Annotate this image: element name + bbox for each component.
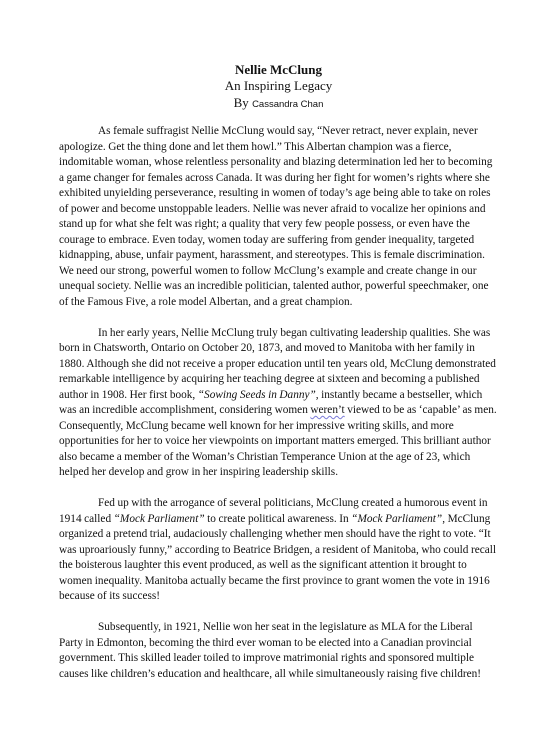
paragraph-4: Subsequently, in 1921, Nellie won her seat in the legislature as MLA for the Liberal Party in Edmonton, becoming the third ever woman to be elected into a Canadian provincial government. This skilled leader toiled to improve matrimonial rights and sponsored multiple causes like children’s education and healthcare, all while simultaneously raising five children! <box>59 621 482 680</box>
paragraph-2-text-a: In her early years, Nellie McClung truly began cultivating leadership qualities. She was born in Chatsworth, Ontario on October 20, 1873, and moved to Manitoba with her family in 1880. Although she did not receive a proper education until ten years old, McClung demonstrated remarkable intelligence by acquiring her teaching degree at sixteen and becoming a published author in 1908. Her first book, <box>59 326 496 401</box>
event-name-2: “Mock Parliament” <box>351 512 443 525</box>
paragraph-3-text-b: to create political awareness. In <box>204 512 352 525</box>
document-subtitle: An Inspiring Legacy <box>224 78 333 93</box>
document-title: Nellie McClung <box>234 62 322 77</box>
byline-prefix: By <box>233 95 249 110</box>
paragraph-3 <box>59 496 499 605</box>
book-title: “Sowing Seeds in Danny”, <box>197 388 319 401</box>
document-body <box>59 124 499 698</box>
paragraph-1: As female suffragist Nellie McClung would say, “Never retract, never explain, never apologize. Get the thing done and let them howl.” This Albertan champion was a fierce, indomitable woman, whose relentless personality and blazing determination led her to becoming a game changer for females across Canada. It was during her fight for women’s rights where she exhibited unyielding perseverance, resulting in women of today’s age being able to take on roles of power and become unstoppable leaders. Nellie was never afraid to vocalize her opinions and stand up for what she felt was right; a quality that very few people possess, or even have the courage to embrace. Even today, women today are suffering from gender inequality, targeted kidnapping, abuse, unfair payment, harassment, and stereotypes. This is female discrimination. We need our strong, powerful women to follow McClung’s example and create change in our unequal society. Nellie was an incredible politician, talented author, powerful speechmaker, one of the Famous Five, a role model Albertan, and a great champion. <box>59 125 493 308</box>
document-header <box>0 62 557 113</box>
author-name: Cassandra Chan <box>252 99 324 110</box>
paragraph-2-text-c: viewed to be as ‘capable’ as men. Consequently, McClung became well known for her impressive writing skills, and more opportunities for her to voice her viewpoints on important matters emerged. This brilliant author also became a member of the Woman’s Christian Temperance Union at the age of 23, which helped her develop and grow in her inspiring leadership skills. <box>59 404 497 478</box>
paragraph-3-text-c: , McClung organized a pretend trial, audaciously challenging whether men should have the right to vote. “It was uproariously funny,” according to Beatrice Bridgen, a resident of Manitoba, who could recall the boisterous laughter this event produced, as well as the significant attention it brought to women inequality. Manitoba actually became the first province to grant women the vote in 1916 because of its success! <box>59 512 497 602</box>
byline <box>0 94 557 113</box>
spellcheck-flagged-word[interactable]: weren’t <box>310 404 345 416</box>
paragraph-3-text-a: Fed up with the arrogance of several politicians, McClung created a humorous event in 1914 called <box>59 497 488 525</box>
paragraph-2-text-b: instantly became a bestseller, which was an incredible accomplishment, considering women <box>59 388 483 416</box>
event-name-1: “Mock Parliament” <box>113 512 205 525</box>
paragraph-2 <box>59 326 499 481</box>
